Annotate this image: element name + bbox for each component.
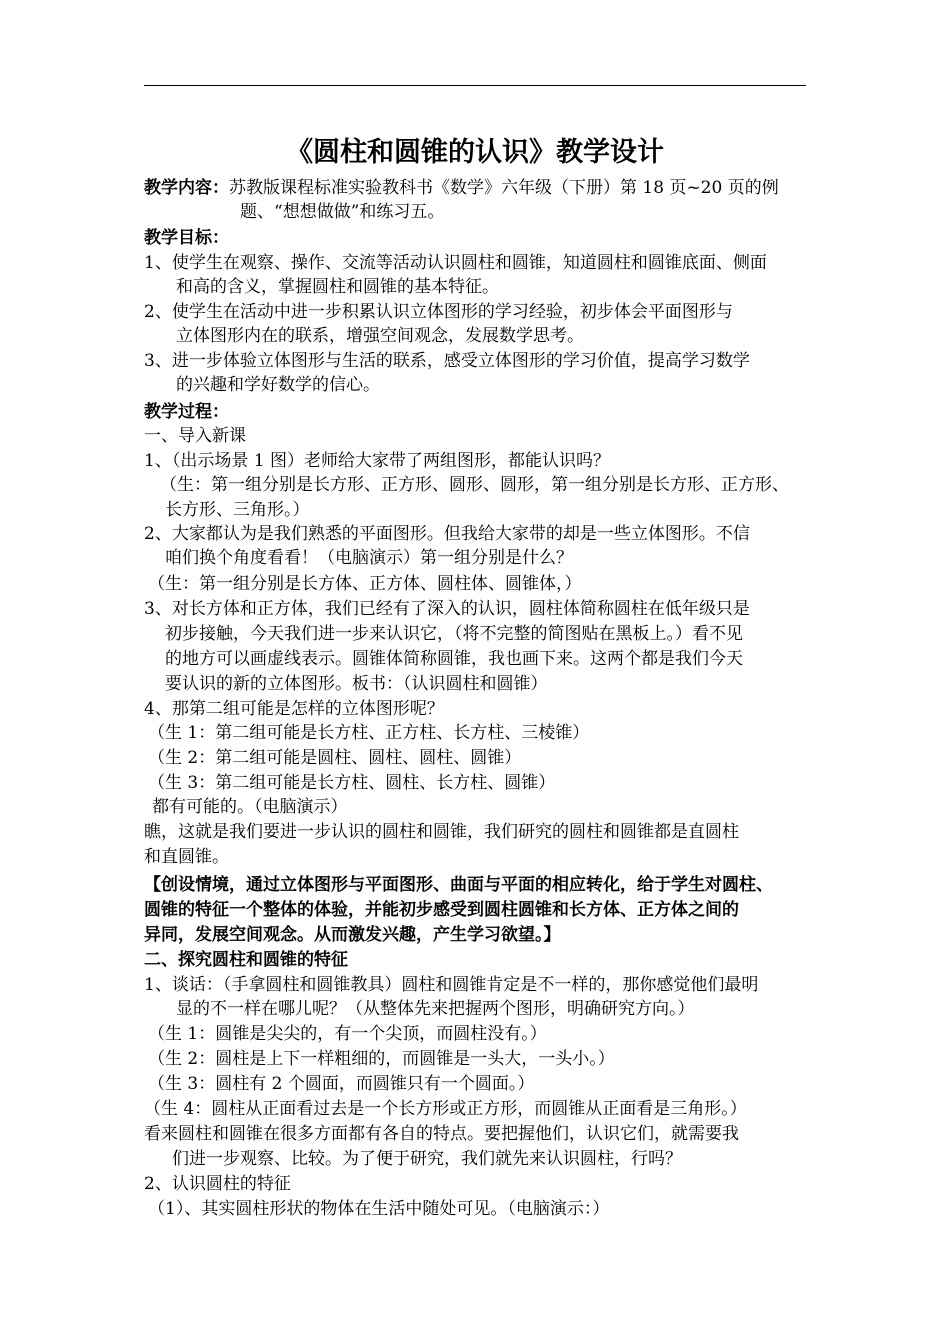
content-line-2: 题、“想想做做”和练习五。	[240, 202, 445, 222]
paragraph-line: 2、认识圆柱的特征	[144, 1174, 291, 1194]
goal-2-line-1: 2、使学生在活动中进一步积累认识立体图形的学习经验，初步体会平面图形与	[144, 302, 733, 322]
paragraph-line: 显的不一样在哪儿呢？（从整体先来把握两个图形，明确研究方向。）	[176, 999, 695, 1019]
paragraph-line: 要认识的新的立体图形。板书：（认识圆柱和圆锥）	[165, 674, 548, 694]
paragraph-line: （生：第一组分别是长方体、正方体、圆柱体、圆锥体，）	[148, 574, 582, 594]
paragraph-line: 1、谈话：（手拿圆柱和圆锥教具）圆柱和圆锥肯定是不一样的，那你感觉他们最明	[144, 975, 759, 995]
paragraph-line: （生 2：圆柱是上下一样粗细的，而圆锥是一头大，一头小。）	[148, 1049, 615, 1069]
paragraph-line: 咱们换个角度看看！（电脑演示）第一组分别是什么？	[165, 548, 573, 568]
paragraph-line: 3、对长方体和正方体，我们已经有了深入的认识，圆柱体简称圆柱在低年级只是	[144, 599, 750, 619]
goal-1-line-2: 和高的含义，掌握圆柱和圆锥的基本特征。	[176, 277, 499, 297]
paragraph-line: 2、大家都认为是我们熟悉的平面图形。但我给大家带的却是一些立体图形。不信	[144, 524, 750, 544]
goal-3-line-2: 的兴趣和学好数学的信心。	[176, 375, 380, 395]
document-title: 《圆柱和圆锥的认识》教学设计	[286, 137, 664, 168]
header-rule	[144, 85, 806, 86]
paragraph-line: （生 3：圆柱有 2 个圆面，而圆锥只有一个圆面。）	[148, 1074, 535, 1094]
goal-3-line-1: 3、进一步体验立体图形与生活的联系，感受立体图形的学习价值，提高学习数学	[144, 351, 750, 371]
paragraph-line: 长方形、三角形。）	[165, 500, 310, 520]
paragraph-line: 看来圆柱和圆锥在很多方面都有各自的特点。要把握他们，认识它们，就需要我	[144, 1124, 739, 1144]
section-1-heading: 一、导入新课	[144, 426, 246, 446]
paragraph-line: 的地方可以画虚线表示。圆锥体简称圆锥，我也画下来。这两个都是我们今天	[165, 649, 743, 669]
content-text: 苏教版课程标准实验教科书《数学》六年级（下册）第 18 页~20 页的例	[229, 178, 779, 198]
goals-heading: 教学目标：	[144, 228, 229, 248]
paragraph-line: （生：第一组分别是长方形、正方形、圆形、圆形，第一组分别是长方形、正方形、	[160, 475, 789, 495]
paragraph-line: 4、那第二组可能是怎样的立体图形呢？	[144, 699, 444, 719]
paragraph-line: （生 2：第二组可能是圆柱、圆柱、圆柱、圆锥）	[148, 748, 522, 768]
paragraph-line: 初步接触，今天我们进一步来认识它，（将不完整的简图贴在黑板上。）看不见	[165, 624, 743, 644]
paragraph-line: 1、（出示场景 1 图）老师给大家带了两组图形，都能认识吗？	[144, 451, 610, 471]
paragraph-line: 瞧，这就是我们要进一步认识的圆柱和圆锥，我们研究的圆柱和圆锥都是直圆柱	[144, 822, 739, 842]
commentary-line-3: 异同，发展空间观念。从而激发兴趣，产生学习欲望。】	[144, 925, 561, 945]
section-2-heading: 二、探究圆柱和圆锥的特征	[144, 950, 348, 970]
goal-2-line-2: 立体图形内在的联系，增强空间观念，发展数学思考。	[176, 326, 584, 346]
paragraph-line: （1）、其实圆柱形状的物体在生活中随处可见。（电脑演示：）	[148, 1199, 610, 1219]
commentary-line-1: 【创设情境，通过立体图形与平面图形、曲面与平面的相应转化，给于学生对圆柱、	[144, 875, 773, 895]
goal-1-line-1: 1、使学生在观察、操作、交流等活动认识圆柱和圆锥，知道圆柱和圆锥底面、侧面	[144, 253, 767, 273]
content-line-1	[144, 176, 779, 200]
commentary-line-2: 圆锥的特征一个整体的体验，并能初步感受到圆柱圆锥和长方体、正方体之间的	[144, 900, 739, 920]
paragraph-line: （生 1：圆锥是尖尖的，有一个尖顶，而圆柱没有。）	[148, 1024, 547, 1044]
paragraph-line: （生 1：第二组可能是长方柱、正方柱、长方柱、三棱锥）	[148, 723, 590, 743]
paragraph-line: 都有可能的。（电脑演示）	[152, 797, 348, 817]
paragraph-line: （生 4：圆柱从正面看过去是一个长方形或正方形，而圆锥从正面看是三角形。）	[144, 1099, 747, 1119]
process-heading: 教学过程：	[144, 402, 229, 422]
content-label: 教学内容：	[144, 178, 229, 198]
paragraph-line: 和直圆锥。	[144, 847, 229, 867]
paragraph-line: （生 3：第二组可能是长方柱、圆柱、长方柱、圆锥）	[148, 773, 556, 793]
paragraph-line: 们进一步观察、比较。为了便于研究，我们就先来认识圆柱，行吗？	[172, 1149, 682, 1169]
